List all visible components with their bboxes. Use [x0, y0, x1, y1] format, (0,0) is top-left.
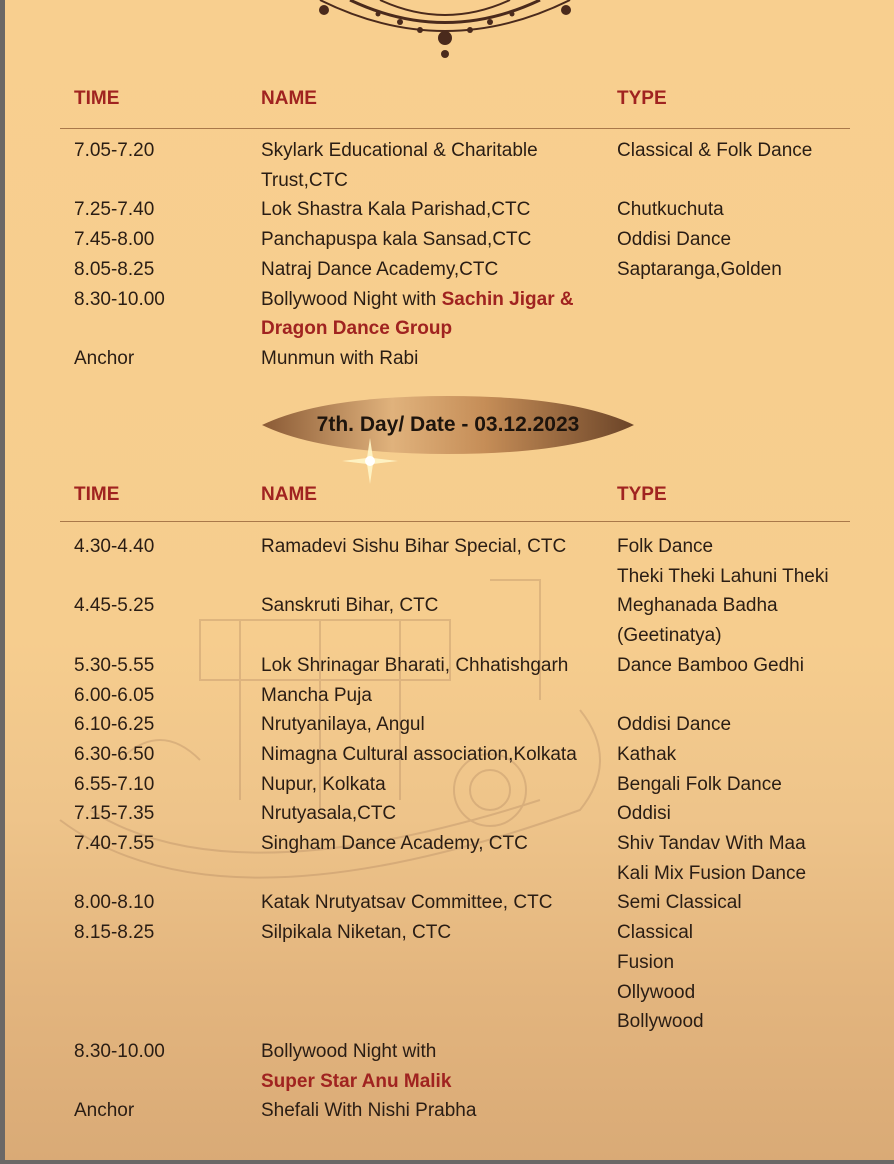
time-cell: 4.30-4.40 [74, 536, 155, 557]
time-cell: Anchor [74, 1100, 135, 1122]
name-text: Nupur, Kolkata [261, 773, 386, 795]
table-row [60, 591, 850, 621]
time-cell: 7.15-7.35 [74, 803, 155, 825]
table-row [60, 859, 850, 889]
name-text: Bollywood Night with [261, 288, 442, 310]
table-row [60, 255, 850, 285]
table-row [60, 740, 850, 770]
type-cell: Bengali Folk Dance [617, 773, 782, 795]
type-cell: Oddisi Dance [617, 229, 732, 251]
name-text: Nrutyanilaya, Angul [261, 714, 425, 736]
type-cell: Dance Bamboo Gedhi [617, 654, 804, 676]
time-cell: 7.25-7.40 [74, 199, 155, 221]
name-cell [261, 225, 531, 255]
table-row [60, 225, 850, 255]
header-type: TYPE [617, 484, 667, 505]
header-time: TIME [74, 88, 120, 109]
table-body [60, 532, 850, 1126]
time-cell: 6.30-6.50 [74, 743, 155, 765]
name-text: Mancha Puja [261, 684, 372, 706]
name-text: Munmun with Rabi [261, 347, 419, 369]
time-cell: 7.40-7.55 [74, 833, 155, 854]
header-time: TIME [74, 484, 120, 505]
name-cell [261, 1096, 476, 1126]
name-cell [261, 314, 452, 344]
name-highlight: Super Star Anu Malik [261, 1070, 452, 1092]
time-cell: 4.45-5.25 [74, 595, 155, 617]
name-highlight: Dragon Dance Group [261, 318, 453, 340]
type-cell: Oddisi Dance [617, 714, 732, 736]
time-cell: 5.30-5.55 [74, 654, 155, 676]
table-row [60, 1096, 850, 1126]
time-cell: 6.10-6.25 [74, 714, 155, 736]
time-cell: 7.05-7.20 [74, 140, 155, 161]
name-text: Silpikala Niketan, CTC [261, 922, 452, 944]
type-cell: Folk Dance [617, 536, 714, 557]
name-cell [261, 285, 574, 315]
sparkle-icon [342, 438, 398, 484]
name-text: Lok Shastra Kala Parishad,CTC [261, 199, 531, 221]
table-row [60, 681, 850, 711]
table-row [60, 770, 850, 800]
time-cell: 7.45-8.00 [74, 229, 155, 251]
table-row [60, 621, 850, 651]
time-cell: Anchor [74, 347, 135, 369]
name-cell [261, 651, 568, 681]
name-cell [261, 740, 577, 770]
type-cell: Chutkuchuta [617, 199, 724, 221]
time-cell: 8.30-10.00 [74, 1040, 165, 1062]
time-cell: 6.00-6.05 [74, 684, 155, 706]
name-cell [261, 710, 425, 740]
type-cell: Shiv Tandav With Maa [617, 833, 806, 854]
name-cell [261, 591, 438, 621]
name-cell [261, 1067, 451, 1097]
name-text: Sanskruti Bihar, CTC [261, 595, 439, 617]
name-cell [261, 888, 552, 918]
time-cell: 8.05-8.25 [74, 258, 155, 280]
table-row [60, 710, 850, 740]
time-cell: 8.00-8.10 [74, 892, 155, 914]
name-highlight: Sachin Jigar & [441, 288, 574, 310]
table-header [60, 88, 850, 129]
type-cell: Meghanada Badha [617, 595, 778, 617]
table-row [60, 651, 850, 681]
table-row [60, 918, 850, 948]
table-row [60, 562, 850, 592]
name-cell [261, 829, 528, 859]
table-row [60, 136, 850, 166]
type-cell: Fusion [617, 951, 675, 973]
page-frame-bottom [0, 1160, 894, 1164]
name-cell [261, 770, 386, 800]
name-cell [261, 166, 348, 196]
type-cell: Classical [617, 922, 694, 944]
name-text: Nrutyasala,CTC [261, 803, 397, 825]
type-cell: Bollywood [617, 1011, 704, 1033]
table-row [60, 314, 850, 344]
table-row [60, 285, 850, 315]
time-cell: 8.30-10.00 [74, 288, 165, 310]
header-name: NAME [261, 88, 317, 109]
table-body [60, 136, 850, 374]
header-name: NAME [261, 484, 317, 505]
day-date-banner [262, 396, 634, 454]
table-row [60, 1037, 850, 1067]
table-row [60, 948, 850, 978]
name-cell [261, 344, 418, 374]
header-type: TYPE [617, 88, 667, 109]
name-text: Singham Dance Academy, CTC [261, 833, 528, 854]
type-cell: Ollywood [617, 981, 696, 1003]
name-text: Panchapuspa kala Sansad,CTC [261, 229, 532, 251]
type-cell: (Geetinatya) [617, 625, 722, 647]
name-text: Katak Nrutyatsav Committee, CTC [261, 892, 553, 914]
name-text: Skylark Educational & Charitable [261, 140, 538, 161]
table-row [60, 344, 850, 374]
type-cell: Saptaranga,Golden [617, 258, 782, 280]
name-text: Bollywood Night with [261, 1040, 437, 1062]
name-cell [261, 1037, 436, 1067]
schedule-table-2 [60, 484, 850, 1126]
table-row [60, 829, 850, 859]
table-row [60, 888, 850, 918]
name-text: Trust,CTC [261, 169, 348, 191]
name-text: Shefali With Nishi Prabha [261, 1100, 477, 1122]
name-text: Natraj Dance Academy,CTC [261, 258, 499, 280]
page-frame-left [0, 0, 5, 1164]
type-cell: Classical & Folk Dance [617, 140, 813, 161]
name-text: Ramadevi Sishu Bihar Special, CTC [261, 536, 567, 557]
time-cell: 6.55-7.10 [74, 773, 155, 795]
name-cell [261, 532, 566, 562]
table-row [60, 166, 850, 196]
table-header [60, 484, 850, 522]
name-text: Nimagna Cultural association,Kolkata [261, 743, 577, 765]
name-cell [261, 136, 538, 166]
schedule-table-1 [60, 88, 850, 374]
table-row [60, 1067, 850, 1097]
name-cell [261, 195, 530, 225]
name-cell [261, 255, 498, 285]
day-date-label: 7th. Day/ Date - 03.12.2023 [316, 413, 580, 436]
type-cell: Kali Mix Fusion Dance [617, 862, 807, 884]
table-row [60, 532, 850, 562]
table-row [60, 799, 850, 829]
name-cell [261, 918, 451, 948]
type-cell: Oddisi [617, 803, 671, 825]
name-cell [261, 799, 396, 829]
type-cell: Semi Classical [617, 892, 742, 914]
table-row [60, 195, 850, 225]
time-cell: 8.15-8.25 [74, 922, 155, 944]
name-text: Lok Shrinagar Bharati, Chhatishgarh [261, 654, 569, 676]
table-row [60, 978, 850, 1008]
table-row [60, 1007, 850, 1037]
type-cell: Kathak [617, 743, 677, 765]
mandala-ornament-icon [300, 0, 590, 70]
type-cell: Theki Theki Lahuni Theki [617, 565, 829, 587]
name-cell [261, 681, 372, 711]
